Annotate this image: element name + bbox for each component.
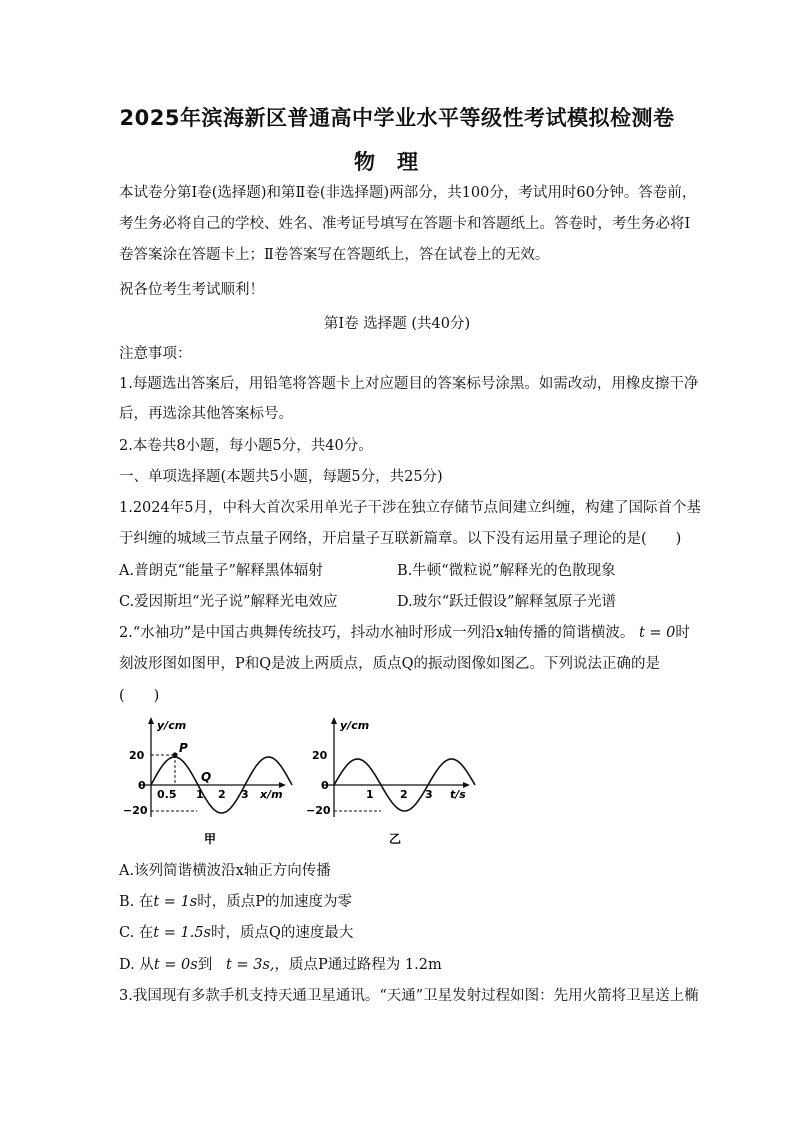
q2-option-d-pre: D. 从: [119, 957, 154, 973]
q2-stem-math: t = 0: [638, 625, 676, 641]
q2-option-d-math-1: t = 0s: [153, 957, 198, 973]
jia-label-q: Q: [201, 770, 212, 784]
wish-line: 祝各位考生考试顺利！: [119, 282, 264, 298]
part-1-heading: 一、单项选择题(本题共5小题，每题5分，共25分): [119, 469, 443, 485]
q2-option-c-pre: C. 在: [119, 925, 154, 941]
q2-option-d-mid: 到: [197, 957, 213, 973]
jia-tick-y-bot: −20: [123, 804, 148, 817]
yi-tick-y-top: 20: [312, 749, 328, 762]
q1-stem-line-2: 于纠缠的城域三节点量子网络，开启量子互联新篇章。以下没有运用量子理论的是( ): [119, 531, 682, 547]
q3-stem-line-1: 3.我国现有多款手机支持天通卫星通讯。“天通”卫星发射过程如图：先用火箭将卫星送上椭: [119, 988, 699, 1004]
q2-option-b-post: 时，质点P的加速度为零: [197, 894, 353, 910]
notice-1-line-1: 1.每题选出答案后，用铅笔将答题卡上对应题目的答案标号涂黑。如需改动，用橡皮擦干净: [119, 376, 699, 392]
notice-title: 注意事项：: [119, 346, 192, 362]
jia-tick-x-2: 2: [218, 788, 226, 801]
figure-jia: [123, 717, 292, 846]
yi-tick-y-bot: −20: [306, 804, 331, 817]
q2-stem-line-2: 刻波形图如图甲，P和Q是波上两质点，质点Q的振动图像如图乙。下列说法正确的是: [119, 656, 661, 672]
jia-xlabel: x/m: [260, 788, 283, 801]
jia-label-p: P: [179, 741, 188, 755]
q2-stem-line-3: ( ): [119, 688, 160, 704]
q2-option-c-math: t = 1.5s: [153, 925, 211, 941]
q2-option-d-post: ，质点P通过路程为 1.2m: [274, 957, 442, 973]
jia-tick-x-3: 3: [241, 788, 249, 801]
q1-stem-line-1: 1.2024年5月，中科大首次采用单光子干涉在独立存储节点间建立纠缠，构建了国际首个基: [119, 500, 701, 516]
jia-tick-y-mid: 0: [138, 779, 146, 792]
yi-tick-y-mid: 0: [321, 779, 329, 792]
jia-caption: 甲: [204, 832, 217, 846]
exam-title: 2025年滨海新区普通高中学业水平等级性考试模拟检测卷: [119, 106, 675, 130]
section-heading: 第Ⅰ卷 选择题 (共40分): [323, 316, 471, 332]
q1-option-d: D.玻尔“跃迁假设”解释氢原子光谱: [397, 594, 617, 610]
q2-stem-line-1: [119, 623, 690, 643]
q2-stem-end: 时: [675, 625, 690, 641]
q2-option-b-math: t = 1s: [153, 894, 198, 910]
subject-title: 物理: [354, 150, 440, 174]
yi-xlabel: t/s: [450, 788, 466, 801]
q2-option-c: [119, 923, 353, 943]
q2-option-c-post: 时，质点Q的速度最大: [211, 925, 354, 941]
yi-caption: 乙: [389, 832, 402, 846]
q2-option-b: [119, 892, 352, 912]
yi-tick-x-2: 3: [425, 788, 433, 801]
notice-1-line-2: 后，再选涂其他答案标号。: [119, 406, 293, 422]
jia-y-arrow: [148, 717, 154, 724]
intro-line-3: 卷答案涂在答题卡上；Ⅱ卷答案写在答题纸上，答在试卷上的无效。: [119, 247, 550, 263]
notice-2: 2.本卷共8小题，每小题5分，共40分。: [119, 438, 373, 454]
q2-option-a: A.该列简谐横波沿x轴正方向传播: [119, 863, 331, 879]
jia-tick-y-top: 20: [129, 749, 145, 762]
q2-option-b-pre: B. 在: [119, 894, 154, 910]
q2-stem-text: 2.“水袖功”是中国古典舞传统技巧，抖动水袖时形成一列沿x轴传播的简谐横波。: [119, 625, 635, 641]
intro-line-2: 考生务必将自己的学校、姓名、准考证号填写在答题卡和答题纸上。答卷时，考生务必将Ⅰ: [119, 216, 691, 232]
yi-ylabel: y/cm: [340, 719, 370, 732]
jia-ylabel: y/cm: [157, 719, 187, 732]
jia-tick-x-0: 0.5: [157, 788, 177, 801]
yi-tick-x-0: 1: [366, 788, 374, 801]
wave-figures: [119, 715, 479, 851]
yi-y-arrow: [331, 717, 337, 724]
q1-option-b: B.牛顿“微粒说”解释光的色散现象: [397, 563, 616, 579]
jia-tick-x-1: 1: [196, 788, 204, 801]
q1-option-a: A.普朗克“能量子”解释黑体辐射: [119, 563, 323, 579]
jia-point-p: [172, 752, 177, 757]
q1-option-c: C.爱因斯坦“光子说”解释光电效应: [119, 594, 338, 610]
intro-line-1: 本试卷分第Ⅰ卷(选择题)和第Ⅱ卷(非选择题)两部分，共100分，考试用时60分钟。答卷前，: [119, 185, 697, 201]
figure-yi: [306, 717, 475, 846]
q2-option-d-math-2: t = 3s,: [226, 957, 275, 973]
yi-tick-x-1: 2: [400, 788, 408, 801]
q2-option-d: [119, 955, 442, 975]
